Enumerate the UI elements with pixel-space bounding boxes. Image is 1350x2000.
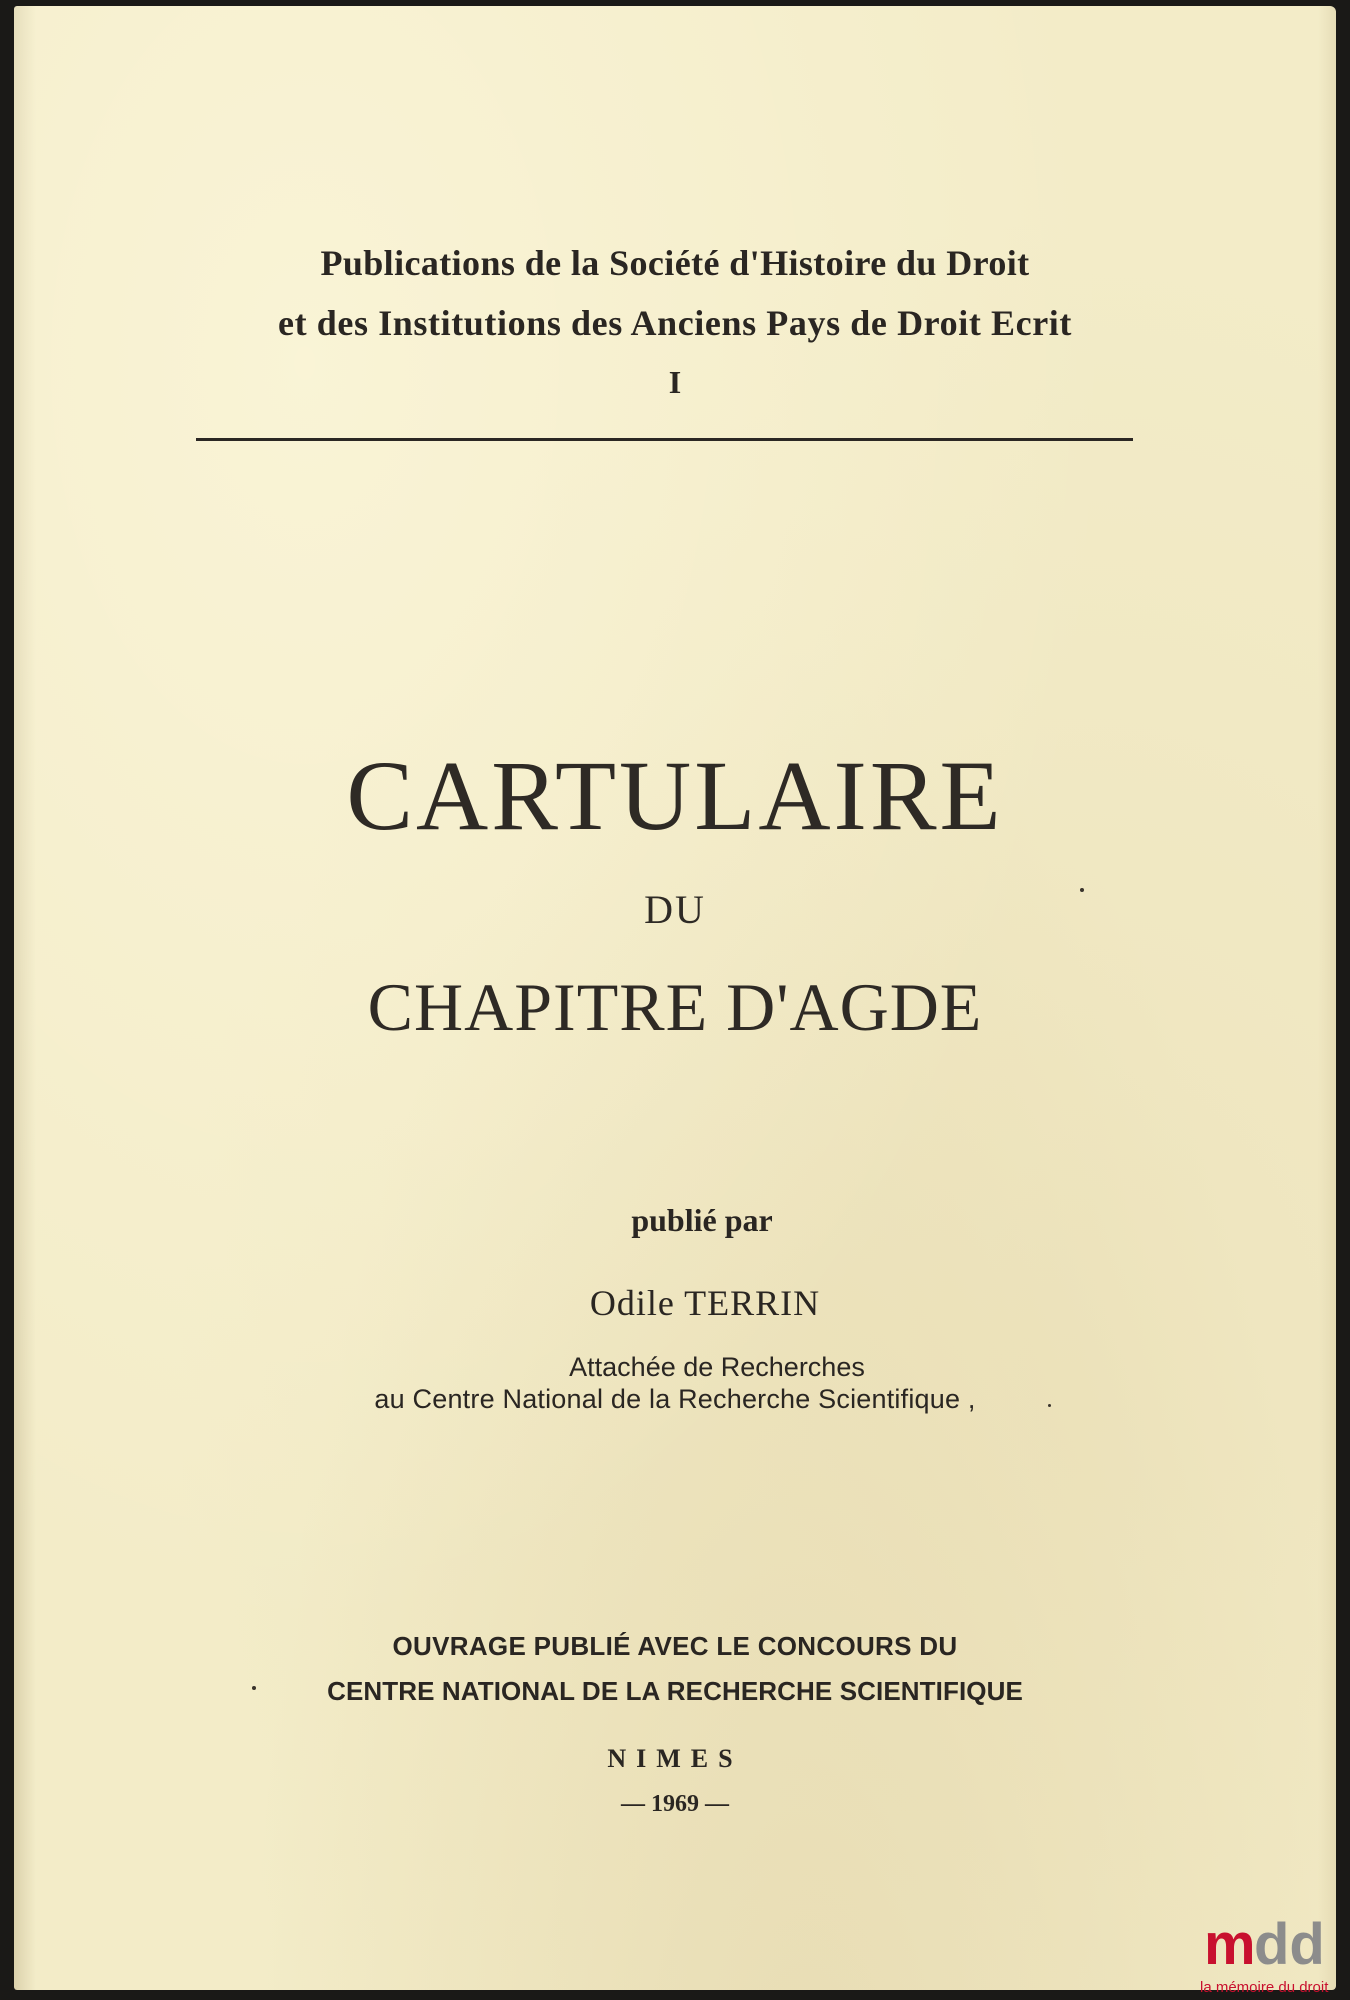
author-name: Odile TERRIN (589, 1283, 821, 1323)
paper-speck (252, 1686, 256, 1690)
author-affiliation-line-1: Attachée de Recherches (569, 1352, 865, 1382)
paper-speck (1048, 1404, 1051, 1407)
publication-year: — 1969 — (621, 1791, 729, 1817)
logo-letter-m: m (1204, 1912, 1256, 1977)
paper-speck (1080, 888, 1084, 892)
published-by-label: publié par (631, 1202, 773, 1238)
book-title-connector: DU (644, 887, 706, 932)
logo-caption: la mémoire du droit (1200, 1979, 1329, 1996)
series-title-line-2: et des Institutions des Anciens Pays de Droit Ecrit (278, 303, 1072, 343)
author-affiliation-line-2: au Centre National de la Recherche Scientifique , (374, 1384, 976, 1414)
horizontal-rule (196, 438, 1133, 441)
series-title-line-1: Publications de la Société d'Histoire du Droit (320, 243, 1030, 283)
logo-letters-dd: dd (1254, 1912, 1325, 1977)
support-statement-line-1: OUVRAGE PUBLIÉ AVEC LE CONCOURS DU (392, 1631, 958, 1661)
book-title-place: CHAPITRE D'AGDE (367, 969, 983, 1045)
book-title-main: CARTULAIRE (346, 740, 1004, 851)
series-number: I (668, 364, 682, 400)
publication-city: NIMES (607, 1744, 743, 1773)
support-statement-line-2: CENTRE NATIONAL DE LA RECHERCHE SCIENTIFIQUE (327, 1676, 1023, 1706)
book-cover (14, 6, 1336, 1990)
mdd-watermark-logo (1180, 1900, 1350, 2000)
